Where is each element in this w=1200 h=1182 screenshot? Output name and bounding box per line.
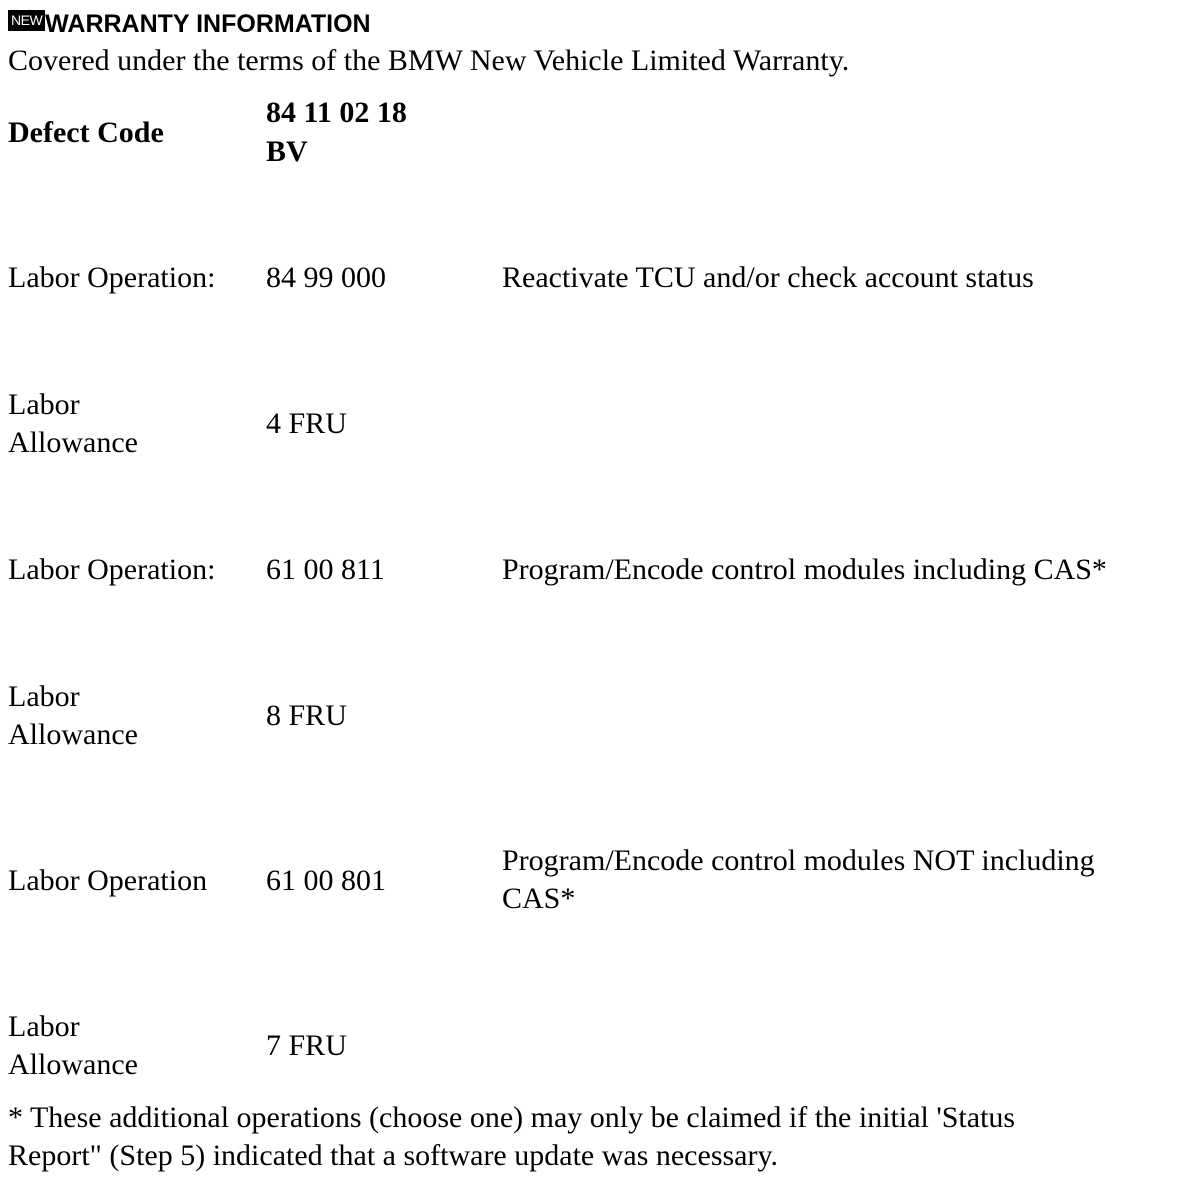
labor-operation-label: Labor Operation <box>8 864 208 897</box>
labor-allowance-value: 4 FRU <box>266 407 347 440</box>
labor-allowance-value: 8 FRU <box>266 699 347 732</box>
labor-operation-description-line2: CAS* <box>502 882 576 915</box>
section-title: WARRANTY INFORMATION <box>45 10 371 38</box>
labor-allowance-label-line1: Labor <box>8 1010 80 1043</box>
labor-allowance-label-line2: Allowance <box>8 718 138 751</box>
defect-code-label: Defect Code <box>8 116 164 149</box>
labor-allowance-label-line1: Labor <box>8 388 80 421</box>
new-badge: NEW <box>8 10 45 31</box>
labor-operation-label: Labor Operation: <box>8 261 216 294</box>
labor-allowance-label-line1: Labor <box>8 680 80 713</box>
labor-operation-description: Reactivate TCU and/or check account status <box>502 261 1034 294</box>
defect-code-line1: 84 11 02 18 <box>266 96 407 129</box>
labor-operation-description: Program/Encode control modules including CAS* <box>502 553 1107 586</box>
labor-allowance-label-line2: Allowance <box>8 1048 138 1081</box>
labor-operation-label: Labor Operation: <box>8 553 216 586</box>
labor-allowance-label-line2: Allowance <box>8 426 138 459</box>
labor-operation-code: 84 99 000 <box>266 261 386 294</box>
section-heading <box>8 8 371 40</box>
footnote-line1: * These additional operations (choose one) may only be claimed if the initial 'Status <box>8 1101 1016 1134</box>
defect-code-line2: BV <box>266 135 308 168</box>
labor-operation-code: 61 00 811 <box>266 553 385 586</box>
intro-text: Covered under the terms of the BMW New Vehicle Limited Warranty. <box>8 44 850 77</box>
labor-allowance-value: 7 FRU <box>266 1029 347 1062</box>
labor-operation-description-line1: Program/Encode control modules NOT including <box>502 844 1095 877</box>
labor-operation-code: 61 00 801 <box>266 864 386 897</box>
footnote-line2: Report" (Step 5) indicated that a software update was necessary. <box>8 1139 779 1172</box>
